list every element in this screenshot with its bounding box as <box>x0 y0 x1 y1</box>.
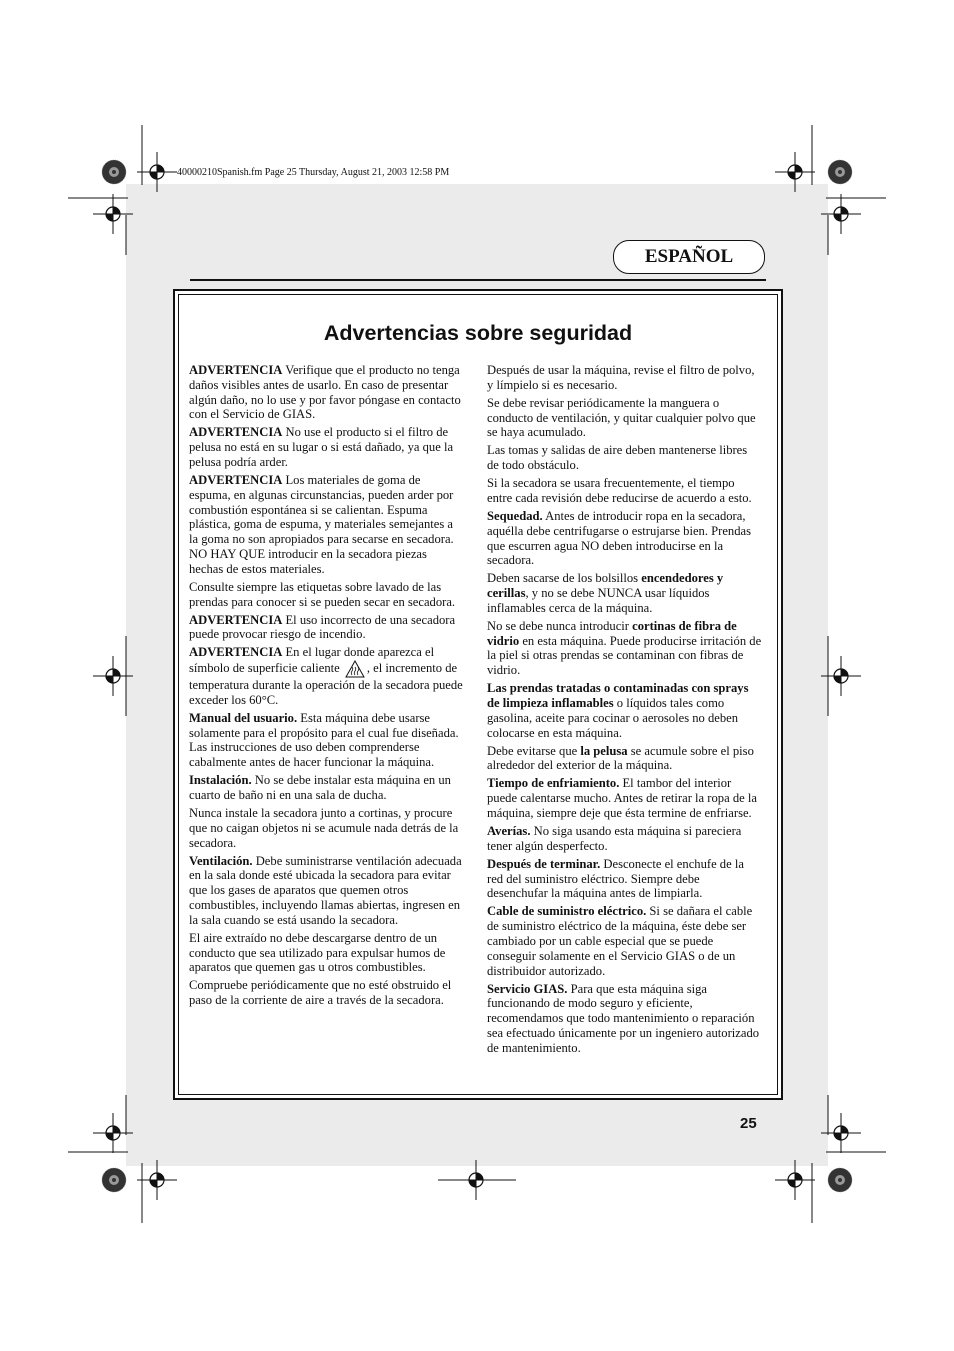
text: No siga usando esta máquina si pareciera tener algún desperfecto. <box>487 823 742 853</box>
bold-lead: Instalación. <box>189 773 252 788</box>
paragraph <box>487 509 762 568</box>
bold-term: la pelusa <box>580 743 628 758</box>
text: El uso incorrecto de una secadora puede provocar riesgo de incendio. <box>189 612 456 642</box>
paragraph <box>487 824 762 854</box>
paragraph <box>487 571 762 615</box>
text: Esta máquina debe usarse solamente para el propósito para el cual fue diseñada. Las instrucciones de uso deben comprenderse cabalmente antes de hacer funcionar la máquina. <box>189 710 459 770</box>
text: , y no se debe NUNCA usar líquidos inflamables cerca de la máquina. <box>487 586 710 615</box>
left-column <box>189 363 464 1011</box>
bold-lead: Después de terminar. <box>487 856 601 871</box>
paragraph <box>189 854 464 928</box>
text: Después de usar la máquina, revise el filtro de polvo, y límpielo si es necesario. <box>487 363 755 392</box>
bold-lead: Las prendas tratadas o contaminadas con sprays de limpieza inflamables <box>487 681 749 711</box>
paragraph <box>189 363 464 422</box>
paragraph <box>487 476 762 506</box>
paragraph <box>189 425 464 469</box>
paragraph <box>487 982 762 1056</box>
text: Desconecte el enchufe de la red del suministro eléctrico. Siempre debe desenchufar la máquina antes de limpiarla. <box>487 856 744 901</box>
text: se acumule sobre el piso alrededor del exterior de la máquina. <box>487 743 754 773</box>
paragraph <box>487 396 762 440</box>
text: Compruebe periódicamente que no esté obstruido el paso de la corriente de aire a través de la secadora. <box>189 978 452 1008</box>
bold-lead: ADVERTENCIA <box>189 472 283 487</box>
text: Si se dañara el cable de suministro eléctrico de la máquina, éste debe ser cambiado por un cable especial que se puede conseguir solamente en el Servicio GIAS o de un distribuidor autorizado. <box>487 904 753 978</box>
text: Deben sacarse de los bolsillos <box>487 571 642 586</box>
paragraph <box>189 711 464 770</box>
page-number: 25 <box>740 1115 757 1132</box>
paragraph <box>189 978 464 1008</box>
paragraph <box>189 773 464 803</box>
text: El tambor del interior puede calentarse mucho. Antes de retirar la ropa de la máquina, siempre deje que ésta termine de enfriarse. <box>487 776 757 820</box>
hot-surface-icon <box>345 660 365 678</box>
text: Verifique que el producto no tenga daños visibles antes de usarlo. En caso de presentar algún daño, no lo use y por favor póngase en contacto con el Servicio de GIAS. <box>189 363 461 422</box>
paragraph <box>487 619 762 678</box>
bold-lead: Ventilación. <box>189 853 253 868</box>
text: Debe evitarse que <box>487 743 581 758</box>
bold-term: encendedores y cerillas <box>487 571 724 601</box>
bold-lead: Averías. <box>487 823 531 838</box>
bold-lead: Cable de suministro eléctrico. <box>487 904 647 919</box>
text: Consulte siempre las etiquetas sobre lavado de las prendas para conocer si se pueden secar en secadora. <box>189 579 456 609</box>
text: Se debe revisar periódicamente la manguera o conducto de ventilación, y quitar cualquier polvo que se haya acumulado. <box>487 395 756 440</box>
paragraph <box>487 681 762 740</box>
bold-lead: Tiempo de enfriamiento. <box>487 776 620 791</box>
text: No se debe nunca introducir <box>487 618 633 633</box>
text: No se debe instalar esta máquina en un cuarto de baño ni en una sala de ducha. <box>189 773 451 803</box>
paragraph <box>487 904 762 978</box>
bold-lead: Servicio GIAS. <box>487 981 568 996</box>
text: No use el producto si el filtro de pelusa no está en su lugar o si está dañado, ya que la pelusa podría arder. <box>189 425 454 469</box>
text: Antes de introducir ropa en la secadora, aquélla debe centrifugarse o estrujarse bien. Prendas que escurren agua NO deben introducirse en la secadora. <box>487 508 752 568</box>
page-title: Advertencias sobre seguridad <box>323 321 633 345</box>
paragraph <box>487 443 762 473</box>
paragraph <box>189 473 464 577</box>
text: Los materiales de goma de espuma, en algunas circunstancias, pueden arder por combustión espontánea si se calientan. Espuma plástica, goma de espuma, y materiales semejantes a la goma no son apropiados para secarse en secadora. NO HAY QUE introducir en la secadora piezas hechas de estos materiales. <box>189 472 454 576</box>
paragraph <box>189 645 464 707</box>
text: El aire extraído no debe descargarse dentro de un conducto que sea utilizado para expulsar humos de aparatos que quemen gas u otros combustibles. <box>189 930 446 975</box>
bold-term: cortinas de fibra de vidrio <box>487 618 737 648</box>
text: Debe suministrarse ventilación adecuada en la sala donde esté ubicada la secadora para evitar que los gases de aparatos que quemen otros combustibles, incluyendo llamas abiertas, ingresen en la sala cuando se está usando la secadora. <box>189 853 462 927</box>
text: Si la secadora se usara frecuentemente, el tiempo entre cada revisión debe reducirse de acuerdo a esto. <box>487 476 752 505</box>
paragraph <box>487 744 762 774</box>
paragraph <box>487 857 762 901</box>
text: , el incremento de temperatura durante la operación de la secadora puede exceder los 60°C. <box>189 660 463 707</box>
paragraph <box>189 931 464 975</box>
paragraph <box>189 613 464 643</box>
header-rule <box>190 279 766 281</box>
paragraph <box>487 363 762 393</box>
text: En el lugar donde aparezca el símbolo de superficie caliente <box>189 645 435 675</box>
paragraph <box>189 580 464 610</box>
right-column <box>487 363 762 1059</box>
bold-lead: Manual del usuario. <box>189 710 298 725</box>
file-info: 40000210Spanish.fm Page 25 Thursday, August 21, 2003 12:58 PM <box>177 167 450 178</box>
text: en esta máquina. Puede producirse irritación de la piel si otras prendas se contaminan con fibras de vidrio. <box>487 633 762 678</box>
language-tab: ESPAÑOL <box>613 240 765 274</box>
paragraph <box>189 806 464 850</box>
bold-lead: ADVERTENCIA <box>189 645 283 660</box>
text: Para que esta máquina siga funcionando de modo seguro y eficiente, recomendamos que todo mantenimiento o reparación sea efectuado únicamente por un ingeniero autorizado de mantenimiento. <box>487 981 760 1055</box>
text: Las tomas y salidas de aire deben mantenerse libres de todo obstáculo. <box>487 443 748 473</box>
bold-lead: ADVERTENCIA <box>189 363 283 377</box>
text: o líquidos tales como gasolina, aceite para cocinar o aerosoles no deben colocarse en esta máquina. <box>487 696 739 740</box>
paragraph <box>487 776 762 820</box>
bold-lead: Sequedad. <box>487 508 543 523</box>
text: Nunca instale la secadora junto a cortinas, y procure que no caigan objetos ni se acumule nada detrás de la secadora. <box>189 806 459 850</box>
bold-lead: ADVERTENCIA <box>189 612 283 627</box>
bold-lead: ADVERTENCIA <box>189 425 283 440</box>
content-frame <box>173 289 783 1100</box>
